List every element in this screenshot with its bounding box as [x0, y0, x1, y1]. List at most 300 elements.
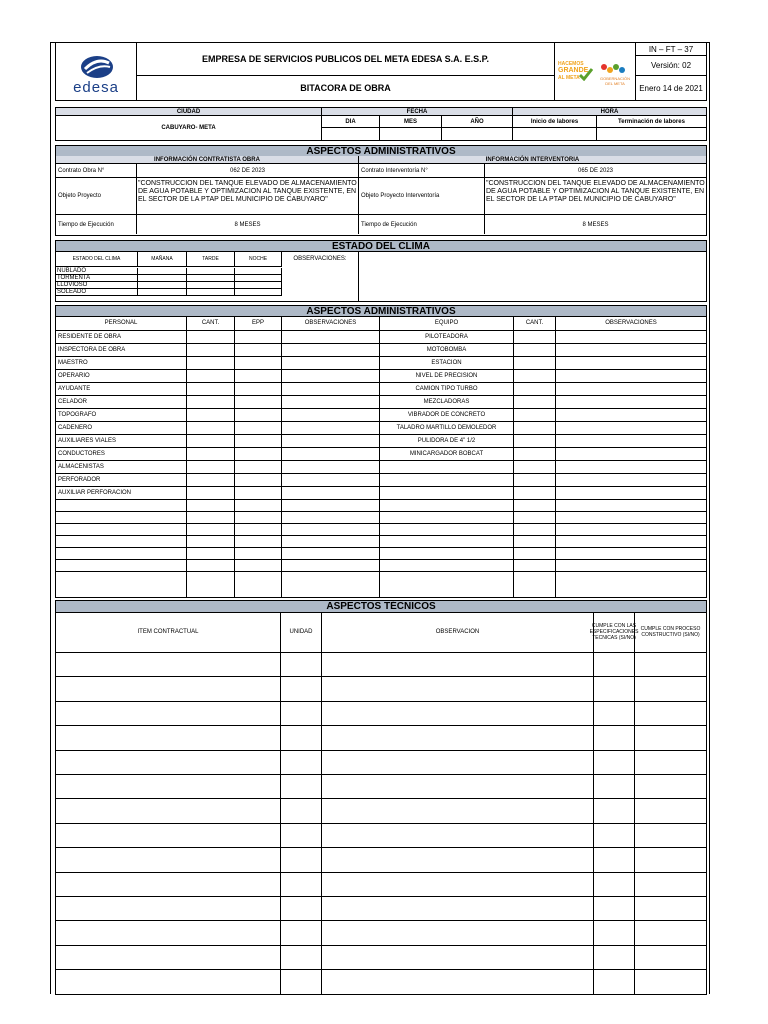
recursos-cell[interactable]	[514, 536, 556, 548]
recursos-cell[interactable]	[514, 409, 556, 422]
tecnicos-cell[interactable]	[281, 702, 322, 726]
tecnicos-cell[interactable]	[281, 677, 322, 701]
clima-header-observaciones: OBSERVACIONES:	[282, 251, 359, 267]
personal-row-label: ALMACENISTAS	[56, 461, 187, 474]
clima-header-estado: ESTADO DEL CLIMA	[56, 251, 138, 267]
recursos-cell[interactable]	[556, 357, 706, 370]
tecnicos-cell[interactable]	[635, 824, 706, 848]
recursos-cell[interactable]	[282, 500, 380, 512]
tecnicos-cell[interactable]	[635, 726, 706, 750]
recursos-cell[interactable]	[514, 524, 556, 536]
mes-value[interactable]	[380, 128, 442, 140]
recursos-cell[interactable]	[514, 560, 556, 572]
edesa-logo-icon	[79, 54, 115, 80]
recursos-header-observaciones: OBSERVACIONES	[282, 316, 380, 331]
tecnicos-cell[interactable]	[594, 921, 635, 945]
recursos-cell[interactable]	[556, 548, 706, 560]
recursos-cell[interactable]	[380, 474, 514, 487]
tecnicos-cell[interactable]	[322, 702, 594, 726]
recursos-cell[interactable]	[187, 383, 235, 396]
recursos-cell[interactable]	[235, 512, 282, 524]
recursos-cell[interactable]	[235, 461, 282, 474]
recursos-table	[55, 316, 707, 598]
recursos-cell[interactable]	[380, 536, 514, 548]
tecnicos-cell[interactable]	[322, 653, 594, 677]
tiempo-interventoria-label: Tiempo de Ejecución	[359, 215, 485, 234]
recursos-cell[interactable]	[514, 344, 556, 357]
clima-section	[55, 251, 707, 302]
contratista-header: INFORMACIÓN CONTRATISTA OBRA	[56, 156, 359, 164]
equipo-row-label: VIBRADOR DE CONCRETO	[380, 409, 514, 422]
document-title: BITACORA DE OBRA	[136, 75, 555, 101]
recursos-cell[interactable]	[514, 370, 556, 383]
dia-value[interactable]	[322, 128, 380, 140]
recursos-cell[interactable]	[282, 409, 380, 422]
clima-row-label: TORMENTA	[56, 275, 138, 282]
gobernacion-logo-icon	[599, 61, 629, 75]
personal-row-label: TOPOGRAFO	[56, 409, 187, 422]
recursos-cell[interactable]	[235, 422, 282, 435]
recursos-cell[interactable]	[187, 370, 235, 383]
clima-section-title: ESTADO DEL CLIMA	[55, 240, 707, 252]
recursos-cell[interactable]	[187, 536, 235, 548]
recursos-cell[interactable]	[187, 461, 235, 474]
recursos-cell[interactable]	[380, 560, 514, 572]
personal-row-label: RESIDENTE DE OBRA	[56, 331, 187, 344]
tecnicos-cell[interactable]	[281, 921, 322, 945]
equipo-row-label: ESTACION	[380, 357, 514, 370]
recursos-cell[interactable]	[556, 524, 706, 536]
recursos-cell[interactable]	[187, 512, 235, 524]
tecnicos-cell[interactable]	[594, 873, 635, 897]
tecnicos-header-item-contractual: ITEM CONTRACTUAL	[56, 612, 281, 653]
equipo-row-label: PILOTEADORA	[380, 331, 514, 344]
recursos-cell[interactable]	[556, 487, 706, 500]
tecnicos-cell[interactable]	[594, 702, 635, 726]
recursos-cell[interactable]	[235, 524, 282, 536]
personal-row-label: AUXILIARES VIALES	[56, 435, 187, 448]
contrato-value: 062 DE 2023	[137, 164, 359, 178]
clima-cell[interactable]	[187, 289, 235, 296]
recursos-cell[interactable]	[282, 461, 380, 474]
recursos-cell[interactable]	[556, 422, 706, 435]
recursos-cell[interactable]	[56, 560, 187, 572]
tecnicos-cell[interactable]	[322, 775, 594, 799]
objeto-interventoria-label: Objeto Proyecto Interventoría	[359, 178, 485, 215]
tecnicos-cell[interactable]	[594, 848, 635, 872]
clima-cell[interactable]	[138, 268, 187, 275]
personal-row-label: AUXILIAR PERFORACION	[56, 487, 187, 500]
recursos-cell[interactable]	[556, 536, 706, 548]
recursos-cell[interactable]	[556, 474, 706, 487]
admin-section-title: ASPECTOS ADMINISTRATIVOS	[55, 145, 707, 157]
recursos-cell[interactable]	[235, 383, 282, 396]
document-date: Enero 14 de 2021	[635, 75, 707, 101]
clima-header-noche: NOCHE	[235, 251, 282, 267]
equipo-row-label: MINICARGADOR BOBCAT	[380, 448, 514, 461]
recursos-cell[interactable]	[282, 370, 380, 383]
recursos-cell[interactable]	[235, 536, 282, 548]
tecnicos-cell[interactable]	[594, 677, 635, 701]
recursos-cell[interactable]	[56, 512, 187, 524]
contrato-label: Contrato Obra N°	[56, 164, 137, 178]
recursos-cell[interactable]	[187, 396, 235, 409]
logo-line: GRANDE	[558, 67, 589, 74]
tecnicos-table	[55, 612, 707, 995]
recursos-cell[interactable]	[235, 448, 282, 461]
hora-header: HORA	[513, 108, 706, 116]
objeto-interventoria-value: "CONSTRUCCION DEL TANQUE ELEVADO DE ALMACENAMIENTO DE AGUA POTABLE Y OPTIMIZACION AL TANQUE EXISTENTE, EN EL SECTOR DE LA PTAP DEL MUNICIPIO DE CABUYARO"	[485, 178, 706, 215]
personal-row-label: AYUDANTE	[56, 383, 187, 396]
recursos-cell[interactable]	[187, 344, 235, 357]
contrato-interventoria-label: Contrato Interventoría N°	[359, 164, 485, 178]
recursos-cell[interactable]	[187, 524, 235, 536]
recursos-cell[interactable]	[556, 396, 706, 409]
clima-cell[interactable]	[235, 289, 282, 296]
tecnicos-cell[interactable]	[56, 848, 281, 872]
tecnicos-cell[interactable]	[56, 946, 281, 970]
tecnicos-cell[interactable]	[281, 897, 322, 921]
tecnicos-cell[interactable]	[281, 751, 322, 775]
clima-cell[interactable]	[187, 282, 235, 289]
recursos-cell[interactable]	[282, 548, 380, 560]
recursos-cell[interactable]	[282, 524, 380, 536]
recursos-cell[interactable]	[235, 487, 282, 500]
meta-logos-box	[554, 43, 636, 101]
recursos-cell[interactable]	[187, 548, 235, 560]
recursos-cell[interactable]	[56, 524, 187, 536]
recursos-cell[interactable]	[514, 435, 556, 448]
company-name: EMPRESA DE SERVICIOS PUBLICOS DEL META EDESA S.A. E.S.P.	[136, 43, 555, 76]
recursos-cell[interactable]	[556, 448, 706, 461]
logo-line: HACEMOS	[558, 61, 584, 67]
tecnicos-cell[interactable]	[322, 799, 594, 823]
personal-row-label: OPERARIO	[56, 370, 187, 383]
tecnicos-cell[interactable]	[56, 824, 281, 848]
recursos-cell[interactable]	[282, 512, 380, 524]
recursos-cell[interactable]	[514, 448, 556, 461]
tecnicos-cell[interactable]	[281, 848, 322, 872]
tecnicos-cell[interactable]	[322, 873, 594, 897]
recursos-cell[interactable]	[187, 487, 235, 500]
header-logo-box	[55, 43, 137, 101]
tecnicos-header-unidad: UNIDAD	[281, 612, 322, 653]
recursos-cell[interactable]	[514, 396, 556, 409]
recursos-cell[interactable]	[235, 357, 282, 370]
objeto-value: "CONSTRUCCION DEL TANQUE ELEVADO DE ALMACENAMIENTO DE AGUA POTABLE Y OPTIMIZACION AL TANQUE EXISTENTE, EN EL SECTOR DE LA PTAP DEL MUNICIPIO DE CABUYARO"	[137, 178, 359, 215]
recursos-cell[interactable]	[187, 474, 235, 487]
recursos-cell[interactable]	[235, 560, 282, 572]
recursos-header-personal: PERSONAL	[56, 316, 187, 331]
recursos-cell[interactable]	[556, 409, 706, 422]
tecnicos-cell[interactable]	[635, 677, 706, 701]
logo-line: AL META	[558, 75, 580, 81]
tecnicos-cell[interactable]	[322, 677, 594, 701]
tecnicos-cell[interactable]	[635, 897, 706, 921]
recursos-cell[interactable]	[556, 512, 706, 524]
personal-row-label: PERFORADOR	[56, 474, 187, 487]
recursos-cell[interactable]	[56, 536, 187, 548]
recursos-cell[interactable]	[514, 357, 556, 370]
recursos-cell[interactable]	[380, 461, 514, 474]
recursos-cell[interactable]	[380, 548, 514, 560]
interventoria-header: INFORMACIÓN INTERVENTORIA	[359, 156, 706, 164]
tecnicos-cell[interactable]	[281, 726, 322, 750]
tecnicos-cell[interactable]	[281, 946, 322, 970]
recursos-header-equipo: EQUIPO	[380, 316, 514, 331]
recursos-cell[interactable]	[556, 331, 706, 344]
recursos-cell[interactable]	[514, 474, 556, 487]
tecnicos-cell[interactable]	[635, 751, 706, 775]
recursos-cell[interactable]	[56, 572, 187, 598]
tecnicos-cell[interactable]	[635, 921, 706, 945]
recursos-cell[interactable]	[514, 512, 556, 524]
recursos-cell[interactable]	[282, 560, 380, 572]
tecnicos-cell[interactable]	[56, 751, 281, 775]
tecnicos-cell[interactable]	[56, 702, 281, 726]
clima-observaciones-box[interactable]	[282, 267, 359, 302]
tecnicos-cell[interactable]	[594, 775, 635, 799]
inicio-labores-value[interactable]	[513, 128, 597, 140]
tecnicos-cell[interactable]	[56, 677, 281, 701]
tecnicos-cell[interactable]	[322, 848, 594, 872]
form-page	[50, 42, 710, 994]
objeto-label: Objeto Proyecto	[56, 178, 137, 215]
clima-cell[interactable]	[187, 275, 235, 282]
clima-cell[interactable]	[138, 289, 187, 296]
tecnicos-cell[interactable]	[56, 799, 281, 823]
equipo-row-label: MOTOBOMBA	[380, 344, 514, 357]
anio-header: AÑO	[442, 116, 513, 128]
recursos-cell[interactable]	[235, 474, 282, 487]
recursos-cell[interactable]	[556, 370, 706, 383]
mes-header: MES	[380, 116, 442, 128]
recursos-cell[interactable]	[187, 560, 235, 572]
tecnicos-cell[interactable]	[322, 824, 594, 848]
recursos-cell[interactable]	[514, 461, 556, 474]
document-code: IN – FT – 37	[635, 43, 707, 56]
recursos-cell[interactable]	[282, 487, 380, 500]
recursos-cell[interactable]	[282, 448, 380, 461]
recursos-cell[interactable]	[514, 487, 556, 500]
tecnicos-cell[interactable]	[322, 751, 594, 775]
equipo-row-label: PULIDORA DE 4" 1/2	[380, 435, 514, 448]
tecnicos-cell[interactable]	[594, 751, 635, 775]
recursos-cell[interactable]	[282, 572, 380, 598]
tecnicos-cell[interactable]	[56, 653, 281, 677]
recursos-cell[interactable]	[282, 357, 380, 370]
recursos-cell[interactable]	[282, 536, 380, 548]
tecnicos-cell[interactable]	[594, 946, 635, 970]
tecnicos-cell[interactable]	[635, 946, 706, 970]
location-section	[55, 107, 707, 141]
dia-header: DIA	[322, 116, 380, 128]
tecnicos-cell[interactable]	[594, 970, 635, 994]
recursos-cell[interactable]	[282, 474, 380, 487]
tecnicos-cell[interactable]	[635, 653, 706, 677]
terminacion-labores-value[interactable]	[597, 128, 706, 140]
recursos-cell[interactable]	[556, 560, 706, 572]
equipo-row-label: MEZCLADORAS	[380, 396, 514, 409]
recursos-header-observaciones-equipo: OBSERVACIONES	[556, 316, 706, 331]
recursos-cell[interactable]	[235, 331, 282, 344]
tecnicos-cell[interactable]	[322, 946, 594, 970]
tecnicos-header-observacion: OBSERVACION	[322, 612, 594, 653]
personal-row-label: CADENERO	[56, 422, 187, 435]
tecnicos-cell[interactable]	[56, 726, 281, 750]
logo-line: GOBERNACIÓN	[599, 76, 630, 81]
recursos-cell[interactable]	[282, 435, 380, 448]
recursos-cell[interactable]	[380, 500, 514, 512]
tecnicos-cell[interactable]	[322, 921, 594, 945]
tiempo-value: 8 MESES	[137, 215, 359, 234]
tecnicos-cell[interactable]	[281, 653, 322, 677]
inicio-labores-header: Inicio de labores	[513, 116, 597, 128]
recursos-cell[interactable]	[556, 500, 706, 512]
recursos-cell[interactable]	[514, 548, 556, 560]
recursos-cell[interactable]	[556, 383, 706, 396]
tecnicos-header-cumple-proceso: CUMPLE CON PROCESO CONSTRUCTIVO (SI/NO)	[635, 612, 706, 653]
terminacion-labores-header: Terminación de labores	[597, 116, 706, 128]
recursos-cell[interactable]	[235, 548, 282, 560]
equipo-row-label: NIVEL DE PRECISION	[380, 370, 514, 383]
personal-row-label: INSPECTORA DE OBRA	[56, 344, 187, 357]
recursos-cell[interactable]	[235, 344, 282, 357]
clima-cell[interactable]	[138, 275, 187, 282]
tecnicos-cell[interactable]	[594, 897, 635, 921]
recursos-cell[interactable]	[282, 383, 380, 396]
recursos-cell[interactable]	[514, 331, 556, 344]
anio-value[interactable]	[442, 128, 513, 140]
recursos-cell[interactable]	[380, 512, 514, 524]
document-version: Versión: 02	[635, 55, 707, 76]
recursos-cell[interactable]	[235, 396, 282, 409]
tecnicos-cell[interactable]	[281, 824, 322, 848]
clima-row-label: NUBLADO	[56, 268, 138, 275]
recursos-cell[interactable]	[235, 370, 282, 383]
clima-cell[interactable]	[138, 282, 187, 289]
recursos-cell[interactable]	[514, 572, 556, 598]
tecnicos-cell[interactable]	[281, 970, 322, 994]
tecnicos-cell[interactable]	[635, 873, 706, 897]
recursos-cell[interactable]	[235, 409, 282, 422]
recursos-cell[interactable]	[187, 331, 235, 344]
recursos-cell[interactable]	[187, 572, 235, 598]
clima-cell[interactable]	[235, 268, 282, 275]
ciudad-header: CIUDAD	[56, 108, 322, 116]
recursos-section-title: ASPECTOS ADMINISTRATIVOS	[55, 305, 707, 317]
recursos-cell[interactable]	[187, 500, 235, 512]
recursos-cell[interactable]	[380, 487, 514, 500]
gobernacion-logo-text	[597, 76, 633, 86]
clima-row-label: SOLEADO	[56, 289, 138, 296]
recursos-cell[interactable]	[556, 344, 706, 357]
recursos-cell[interactable]	[282, 331, 380, 344]
fecha-header: FECHA	[322, 108, 513, 116]
tecnicos-cell[interactable]	[281, 775, 322, 799]
clima-cell[interactable]	[187, 268, 235, 275]
tecnicos-cell[interactable]	[56, 873, 281, 897]
tecnicos-cell[interactable]	[635, 848, 706, 872]
tiempo-interventoria-value: 8 MESES	[582, 221, 609, 228]
recursos-cell[interactable]	[187, 422, 235, 435]
recursos-cell[interactable]	[235, 435, 282, 448]
tecnicos-cell[interactable]	[56, 775, 281, 799]
personal-row-label: MAESTRO	[56, 357, 187, 370]
tecnicos-cell[interactable]	[594, 799, 635, 823]
recursos-cell[interactable]	[556, 461, 706, 474]
tecnicos-cell[interactable]	[594, 726, 635, 750]
recursos-cell[interactable]	[56, 500, 187, 512]
logo-line: DEL META	[605, 81, 625, 86]
tecnicos-cell[interactable]	[635, 775, 706, 799]
clima-row-label: LLOVIOSO	[56, 282, 138, 289]
clima-header-tarde: TARDE	[187, 251, 235, 267]
recursos-cell[interactable]	[282, 344, 380, 357]
recursos-cell[interactable]	[514, 422, 556, 435]
recursos-cell[interactable]	[56, 548, 187, 560]
clima-cell[interactable]	[235, 282, 282, 289]
tecnicos-cell[interactable]	[56, 921, 281, 945]
tecnicos-cell[interactable]	[322, 897, 594, 921]
personal-row-label: CELADOR	[56, 396, 187, 409]
recursos-cell[interactable]	[380, 572, 514, 598]
tecnicos-cell[interactable]	[635, 970, 706, 994]
tecnicos-cell[interactable]	[56, 970, 281, 994]
check-icon	[579, 67, 593, 81]
tecnicos-cell[interactable]	[281, 873, 322, 897]
tecnicos-cell[interactable]	[635, 799, 706, 823]
tecnicos-cell[interactable]	[594, 653, 635, 677]
equipo-row-label: TALADRO MARTILLO DEMOLEDOR	[380, 422, 514, 435]
recursos-header-cant-equipo: CANT.	[514, 316, 556, 331]
recursos-cell[interactable]	[556, 435, 706, 448]
edesa-logo-text: edesa	[73, 79, 119, 96]
recursos-cell[interactable]	[514, 383, 556, 396]
tecnicos-cell[interactable]	[635, 702, 706, 726]
recursos-cell[interactable]	[187, 357, 235, 370]
tecnicos-cell[interactable]	[281, 799, 322, 823]
admin-section	[55, 156, 707, 236]
tecnicos-cell[interactable]	[322, 970, 594, 994]
tecnicos-section-title: ASPECTOS TÉCNICOS	[55, 600, 707, 613]
recursos-cell[interactable]	[514, 500, 556, 512]
tiempo-label: Tiempo de Ejecución	[56, 215, 137, 234]
recursos-cell[interactable]	[187, 448, 235, 461]
recursos-cell[interactable]	[380, 524, 514, 536]
tecnicos-header-cumple-especificaciones: CUMPLE CON LAS ESPECIFICACIONES TECNICAS (SI/NO)	[594, 612, 635, 653]
equipo-row-label: CAMION TIPO TURBO	[380, 383, 514, 396]
recursos-cell[interactable]	[187, 435, 235, 448]
recursos-cell[interactable]	[235, 500, 282, 512]
recursos-cell[interactable]	[187, 409, 235, 422]
ciudad-value: CABUYARO- META	[56, 116, 322, 140]
clima-cell[interactable]	[235, 275, 282, 282]
recursos-cell[interactable]	[282, 396, 380, 409]
personal-row-label: CONDUCTORES	[56, 448, 187, 461]
recursos-header-cant: CANT.	[187, 316, 235, 331]
recursos-header-epp: EPP	[235, 316, 282, 331]
tecnicos-cell[interactable]	[322, 726, 594, 750]
clima-rows	[56, 267, 282, 302]
recursos-cell[interactable]	[282, 422, 380, 435]
recursos-cell[interactable]	[556, 572, 706, 598]
tecnicos-cell[interactable]	[594, 824, 635, 848]
clima-header-manana: MAÑANA	[138, 251, 187, 267]
tecnicos-cell[interactable]	[56, 897, 281, 921]
recursos-cell[interactable]	[235, 572, 282, 598]
contrato-interventoria-value: 065 DE 2023	[485, 164, 706, 178]
